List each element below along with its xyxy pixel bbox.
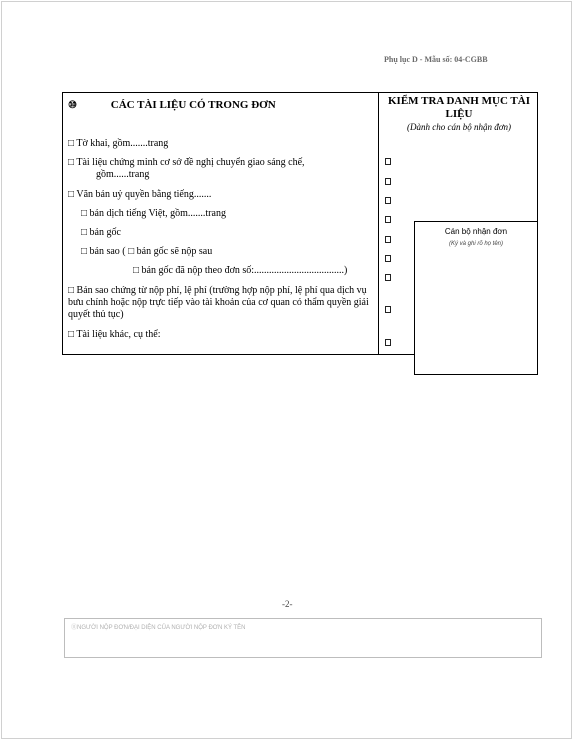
check-box[interactable] <box>385 236 391 243</box>
form-reference: Phụ lục D - Mẫu số: 04-CGBB <box>384 55 488 64</box>
doc-item-evidence-pages: gồm......trang <box>96 169 150 180</box>
doc-item-translation: □ bản dịch tiếng Việt, gồm.......trang <box>81 208 226 219</box>
check-box[interactable] <box>385 339 391 346</box>
check-box[interactable] <box>385 178 391 185</box>
doc-item-fee-receipt: □ Bản sao chứng từ nộp phí, lệ phí (trường hợp nộp phí, lệ phí qua dịch vụ bưu chính hoặc nộp trực tiếp vào tài khoản của cơ quan có thẩm quyền giải quyết thủ tục) <box>68 285 369 320</box>
doc-item-original-submitted: □ bản gốc đã nộp theo đơn số:....................................) <box>133 265 348 276</box>
doc-item-power-of-attorney: □ Văn bản uỷ quyền bằng tiếng....... <box>68 189 212 200</box>
check-box[interactable] <box>385 197 391 204</box>
documents-section-title <box>68 99 276 111</box>
doc-item-original: □ bản gốc <box>81 227 121 238</box>
applicant-signature-label: ⑪NGƯỜI NỘP ĐƠN/ĐẠI DIỆN CỦA NGƯỜI NỘP ĐƠN KÝ TÊN <box>71 625 246 631</box>
check-box[interactable] <box>385 306 391 313</box>
page-number: -2- <box>282 599 293 609</box>
column-divider <box>378 93 379 354</box>
check-box[interactable] <box>385 274 391 281</box>
check-box[interactable] <box>385 255 391 262</box>
applicant-signature-box <box>64 618 542 658</box>
check-box[interactable] <box>385 216 391 223</box>
doc-item-other: □ Tài liệu khác, cụ thể: <box>68 329 161 340</box>
documents-title: CÁC TÀI LIỆU CÓ TRONG ĐƠN <box>110 99 276 111</box>
checklist-title: KIỂM TRA DANH MỤC TÀI LIỆU <box>388 95 530 120</box>
doc-item-evidence: □ Tài liệu chứng minh cơ sở đề nghị chuyển giao sáng chế, <box>68 157 305 168</box>
doc-item-copy: □ bản sao ( □ bản gốc sẽ nộp sau <box>81 246 213 257</box>
check-box[interactable] <box>385 158 391 165</box>
checklist-subtitle: (Dành cho cán bộ nhận đơn) <box>406 122 512 132</box>
officer-title: Cán bộ nhận đơn <box>444 227 508 236</box>
doc-item-declaration: □ Tờ khai, gồm.......trang <box>68 138 169 149</box>
section-number: ⑩ <box>68 100 77 111</box>
officer-signature-box <box>414 221 538 375</box>
officer-subtitle: (Ký và ghi rõ họ tên) <box>448 241 504 247</box>
